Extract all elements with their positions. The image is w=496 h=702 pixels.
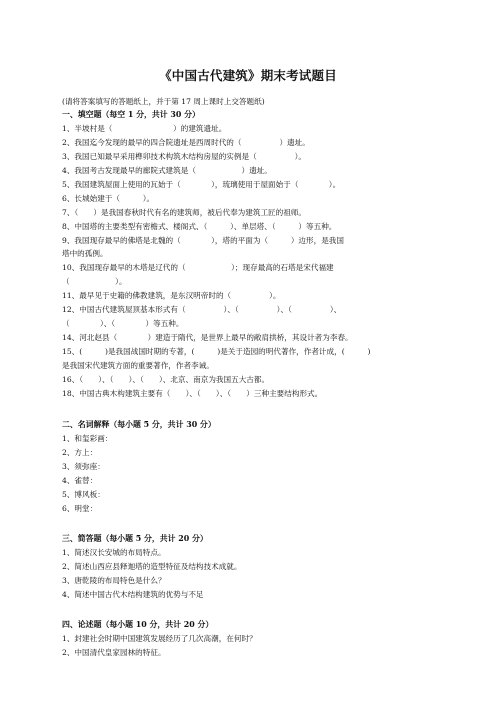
question-line: 5、我国建筑屋面上使用的瓦始于（ ），琉璃使用于屋面始于（ ）。 xyxy=(62,180,341,189)
question-line: 16、（ ）、（ ）、（ ）、北京、南京为我国五大古都。 xyxy=(62,375,270,384)
question-line: 是我国宋代建筑方面的重要著作，作者李诫。 xyxy=(62,361,214,370)
instruction-note: (请将答案填写的答题纸上，并于第 17 周上课时上交答题纸) xyxy=(62,97,265,106)
question-line: 4、我国考古发现最早的廊院式建筑是（ ）遗址。 xyxy=(62,166,272,175)
question-line: 4、雀替： xyxy=(62,476,98,485)
question-line: 1、封建社会时期中国建筑发展经历了几次高潮，在何时？ xyxy=(62,634,257,643)
question-line: 8、中国塔的主要类型有密檐式、楼阁式、（ ）、单层塔、（ ）等五种。 xyxy=(62,222,337,231)
question-line: 1、简述汉长安城的布局特点。 xyxy=(62,548,166,557)
question-line: 11、最早见于史籍的佛教建筑，是东汉明帝时的（ ）。 xyxy=(62,291,281,300)
section-heading-fill-blank: 一、填空题（每空 1 分，共计 30 分） xyxy=(62,110,200,119)
question-line: 3、唐乾陵的布局特色是什么？ xyxy=(62,576,166,585)
question-line: （ ）、（ ）等五种。 xyxy=(62,319,184,328)
question-line: 3、我国已知最早采用榫卯技术构筑木结构房屋的实例是（ ）。 xyxy=(62,152,307,161)
question-line: 9、我国现存最早的佛塔是北魏的（ ），塔的平面为（ ）边形，是我国 xyxy=(62,236,344,245)
question-line: 12、中国古代建筑屋顶基本形式有（ ）、（ ）、（ ）、 xyxy=(62,305,342,314)
question-line: 2、方上： xyxy=(62,448,98,457)
question-line: 6、明堂： xyxy=(62,504,98,513)
question-line: 4、简述中国古代木结构建筑的优势与不足 xyxy=(62,590,204,599)
section-heading-short-answer: 三、简答题（每小题 5 分，共计 20 分） xyxy=(62,534,208,543)
section-heading-definitions: 二、名词解释（每小题 5 分，共计 30 分） xyxy=(62,420,216,429)
question-line: 2、中国清代皇家园林的特征。 xyxy=(62,648,166,657)
question-line: 2、简述山西应县释迦塔的造型特征及结构技术成就。 xyxy=(62,562,242,571)
document-title: 《中国古代建筑》期末考试题目 xyxy=(159,68,337,83)
question-line: 塔中的孤例。 xyxy=(62,249,108,258)
question-line: 15、( )是我国战国时期的专著，( )是关于造园的明代著作，作者计成，( ) xyxy=(62,347,371,356)
section-heading-essay: 四、论述题（每小题 10 分，共计 20 分） xyxy=(62,620,214,629)
question-line: 1、半坡村是（ ）的建筑遗址。 xyxy=(62,124,227,133)
question-line: 14、河北赵县（ ）建造于隋代，是世界上最早的敞肩拱桥，其设计者为李春。 xyxy=(62,333,353,342)
question-line: 10、我国现存最早的木塔是辽代的（ ）；现存最高的石塔是宋代福建 xyxy=(62,263,334,272)
question-line: 6、长城始建于（ ）。 xyxy=(62,194,155,203)
question-line: 18、中国古典木构建筑主要有（ ）、（ ）、（ ）三种主要结构形式。 xyxy=(62,389,323,398)
question-line: 5、博风板： xyxy=(62,490,105,499)
question-line: 2、我国迄今发现的最早的四合院遗址是西周时代的（ ）遗址。 xyxy=(62,138,310,147)
question-line: 7、（ ）是我国春秋时代有名的建筑师，被后代奉为建筑工匠的祖师。 xyxy=(62,208,307,217)
question-line: 1、和玺彩画： xyxy=(62,434,113,443)
question-line: 3、须弥座： xyxy=(62,462,105,471)
question-line: （ ）。 xyxy=(62,277,127,286)
